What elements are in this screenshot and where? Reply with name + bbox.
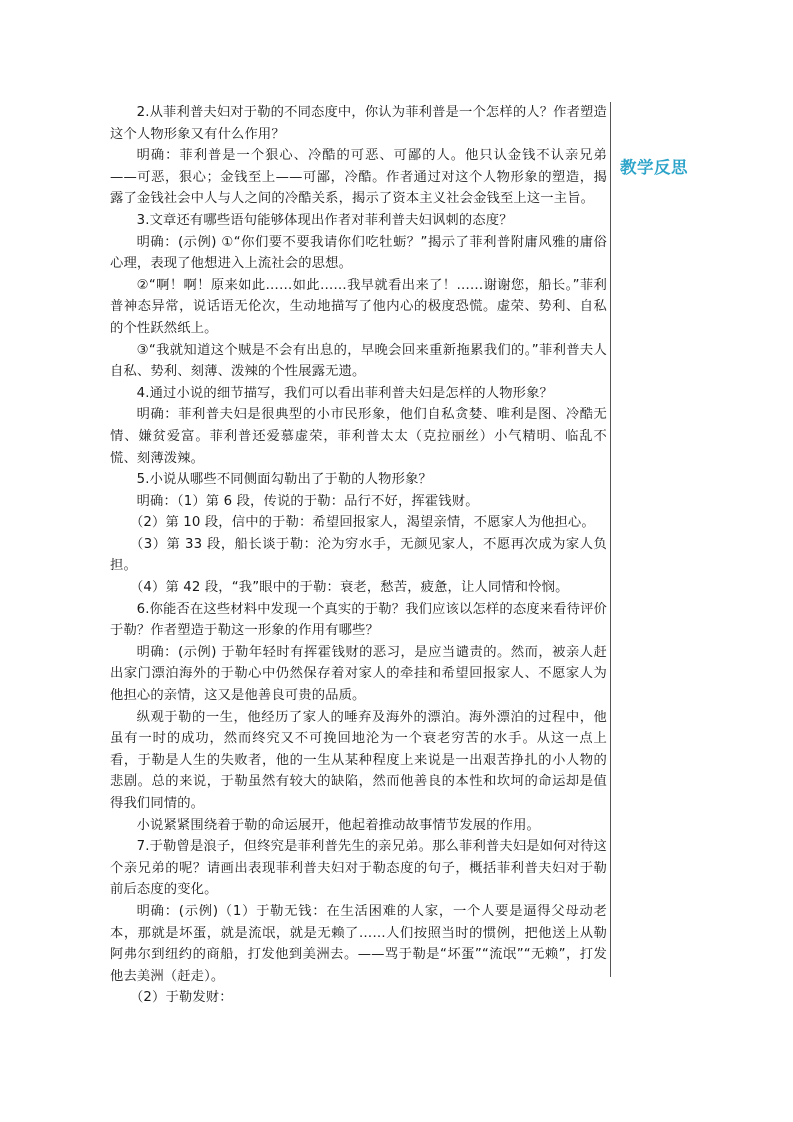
paragraph: 明确：菲利普是一个狠心、冷酷的可恶、可鄙的人。他只认金钱不认亲兄弟——可恶，狠心；金钱至上——可鄙，冷酷。作者通过对这个人物形象的塑造，揭露了金钱社会中人与人之间的冷酷关系，揭示了资本主义社会金钱至上这一主旨。 bbox=[110, 148, 607, 207]
paragraph: 3.文章还有哪些语句能够体现出作者对菲利普夫妇讽刺的态度？ bbox=[136, 212, 513, 228]
paragraph: （2）于勒发财： bbox=[129, 990, 233, 1006]
paragraph: 纵观于勒的一生，他经历了家人的唾弃及海外的漂泊。海外漂泊的过程中，他虽有一时的成功，然而终究又不可挽回地沦为一个衰老穷苦的水手。从这一点上看，于勒是人生的失败者，他的一生从某种程度上来说是一出艰苦挣扎的小人物的悲剧。总的来说，于勒虽然有较大的缺陷，然而他善良的本性和坎坷的命运却是值得我们同情的。 bbox=[110, 709, 607, 811]
paragraph: 明确：(示例) ①“你们要不要我请你们吃牡蛎？”揭示了菲利普附庸风雅的庸俗心理，表现了他想进入上流社会的思想。 bbox=[110, 234, 607, 272]
column-divider bbox=[610, 102, 611, 977]
paragraph: 7.于勒曾是浪子，但终究是菲利普先生的亲兄弟。那么菲利普夫妇是如何对待这个亲兄弟的呢？请画出表现菲利普夫妇对于勒态度的句子，概括菲利普夫妇对于勒前后态度的变化。 bbox=[110, 839, 607, 898]
paragraph: ②“啊！啊！原来如此……如此……我早就看出来了！……谢谢您，船长。”菲利普神态异常，说话语无伦次，生动地描写了他内心的极度恐慌。虚荣、势利、自私的个性跃然纸上。 bbox=[110, 277, 607, 336]
paragraph: 明确：（1）第 6 段，传说的于勒：品行不好，挥霍钱财。 bbox=[136, 493, 479, 509]
paragraph: 6.你能否在这些材料中发现一个真实的于勒？我们应该以怎样的态度来看待评价于勒？作者塑造于勒这一形象的作用有哪些？ bbox=[110, 601, 607, 639]
paragraph: 4.通过小说的细节描写，我们可以看出菲利普夫妇是怎样的人物形象？ bbox=[136, 385, 553, 401]
paragraph: 明确：(示例) 于勒年轻时有挥霍钱财的恶习，是应当谴责的。然而，被亲人赶出家门漂泊海外的于勒心中仍然保存着对家人的牵挂和希望回报家人、不愿家人为他担心的亲情，这又是他善良可贵的品质。 bbox=[110, 644, 607, 704]
paragraph: 2.从菲利普夫妇对于勒的不同态度中，你认为菲利普是一个怎样的人？作者塑造这个人物形象又有什么作用？ bbox=[110, 105, 607, 142]
sidebar-title: 教学反思 bbox=[620, 158, 688, 177]
paragraph: ③“我就知道这个贼是不会有出息的，早晚会回来重新拖累我们的。”菲利普夫人自私、势利、刻薄、泼辣的个性展露无遗。 bbox=[110, 342, 607, 380]
paragraph: 明确：(示例)（1）于勒无钱：在生活困难的人家，一个人要是逼得父母动老本，那就是坏蛋，就是流氓，就是无赖了……人们按照当时的惯例，把他送上从勒阿弗尔到纽约的商船，打发他到美洲去。——骂于勒是“坏蛋”“流氓”“无赖”，打发他去美洲（赶走）。 bbox=[110, 903, 607, 984]
paragraph: 明确：菲利普夫妇是很典型的小市民形象，他们自私贪婪、唯利是图、冷酷无情、嫌贫爱富。菲利普还爱慕虚荣，菲利普太太（克拉丽丝）小气精明、临乱不慌、刻薄泼辣。 bbox=[110, 407, 607, 466]
paragraph: （3）第 33 段，船长谈于勒：沦为穷水手，无颜见家人，不愿再次成为家人负担。 bbox=[110, 536, 607, 574]
paragraph: 小说紧紧围绕着于勒的命运展开，他起着推动故事情节发展的作用。 bbox=[136, 817, 540, 833]
paragraph: （2）第 10 段，信中的于勒：希望回报家人，渴望亲情，不愿家人为他担心。 bbox=[129, 515, 595, 531]
main-text-column bbox=[110, 102, 607, 1009]
paragraph: （4）第 42 段，“我”眼中的于勒：衰老，愁苦，疲惫，让人同情和怜悯。 bbox=[129, 580, 569, 596]
paragraph: 5.小说从哪些不同侧面勾勒出了于勒的人物形象？ bbox=[136, 472, 432, 488]
